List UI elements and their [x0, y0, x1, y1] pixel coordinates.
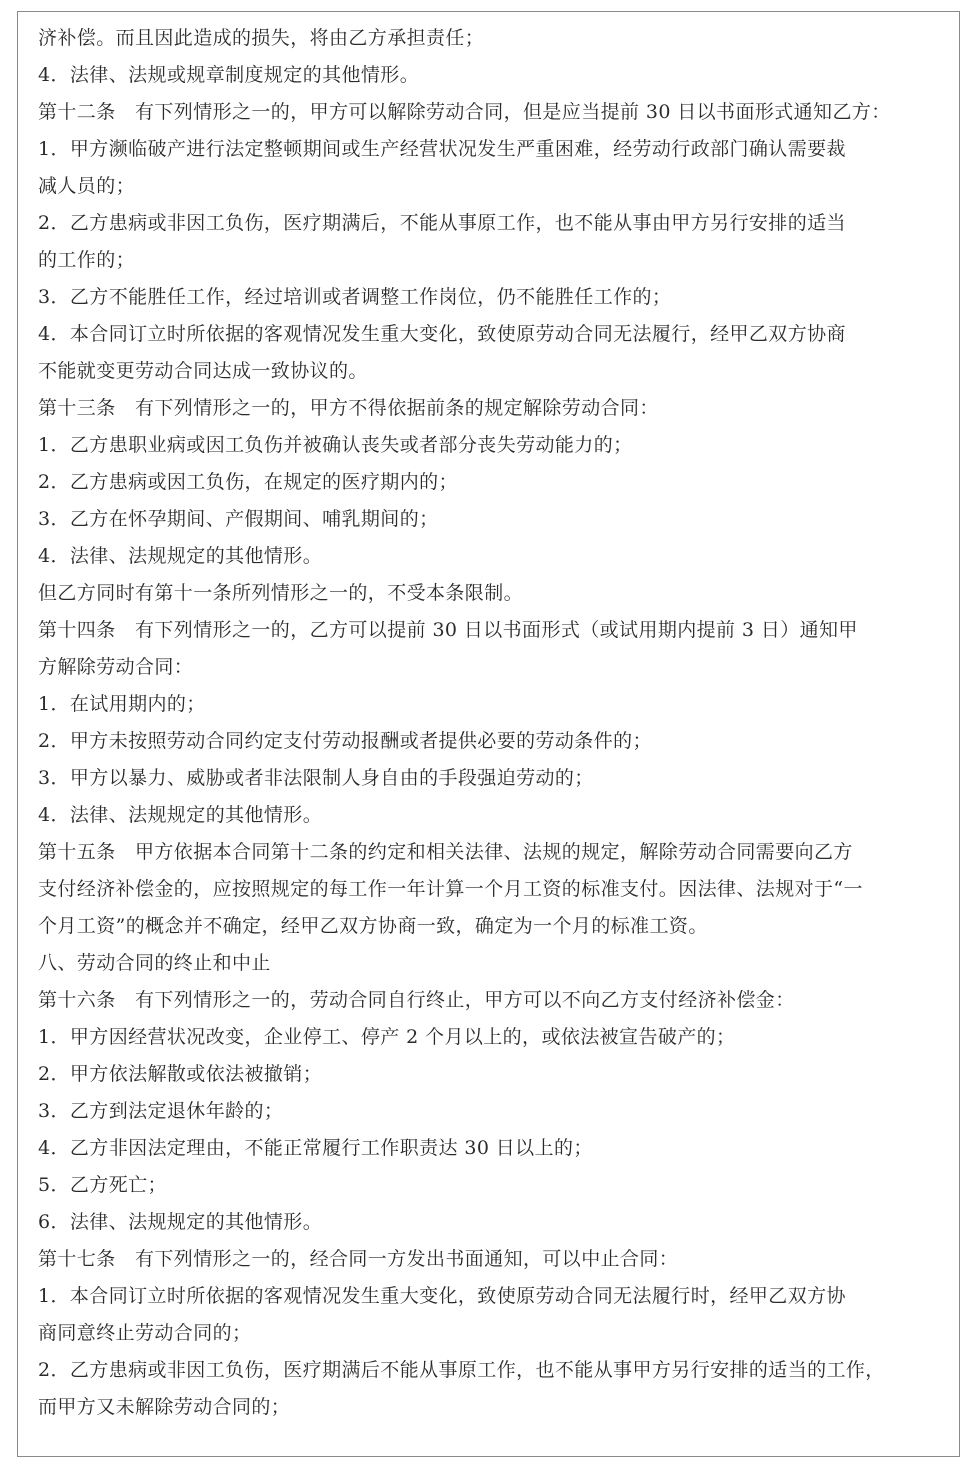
text-line: 济补偿。而且因此造成的损失，将由乙方承担责任；: [38, 27, 485, 49]
text-line: 不能就变更劳动合同达成一致协议的。: [38, 360, 368, 382]
text-line: 方解除劳动合同：: [38, 656, 194, 678]
text-line: 第十五条 甲方依据本合同第十二条的约定和相关法律、法规的规定，解除劳动合同需要向乙方: [38, 841, 853, 863]
text-line: 支付经济补偿金的，应按照规定的每工作一年计算一个月工资的标准支付。因法律、法规对于“一: [38, 878, 863, 900]
text-line: 1．乙方患职业病或因工负伤并被确认丧失或者部分丧失劳动能力的；: [38, 434, 633, 456]
text-line: 4．法律、法规或规章制度规定的其他情形。: [38, 64, 420, 86]
text-line: 2．甲方依法解散或依法被撤销；: [38, 1063, 323, 1085]
text-line: 3．乙方到法定退休年龄的；: [38, 1100, 284, 1122]
text-line: 2．乙方患病或非因工负伤，医疗期满后不能从事原工作，也不能从事甲方另行安排的适当的工作，: [38, 1359, 885, 1381]
text-line: 减人员的；: [38, 175, 136, 197]
text-line: 而甲方又未解除劳动合同的；: [38, 1396, 291, 1418]
text-line: 6．法律、法规规定的其他情形。: [38, 1211, 323, 1233]
text-line: 3．甲方以暴力、威胁或者非法限制人身自由的手段强迫劳动的；: [38, 767, 594, 789]
text-line: 第十四条 有下列情形之一的，乙方可以提前 30 日以书面形式（或试用期内提前 3 日）通知甲: [38, 619, 858, 641]
text-line: 1．本合同订立时所依据的客观情况发生重大变化，致使原劳动合同无法履行时，经甲乙双方协: [38, 1285, 846, 1307]
text-line: 4．法律、法规规定的其他情形。: [38, 804, 323, 826]
text-line: 1．甲方因经营状况改变，企业停工、停产 2 个月以上的，或依法被宣告破产的；: [38, 1026, 736, 1048]
text-line: 2．乙方患病或非因工负伤，医疗期满后，不能从事原工作，也不能从事由甲方另行安排的适当: [38, 212, 846, 234]
text-line: 1．在试用期内的；: [38, 693, 206, 715]
document-body: [38, 20, 950, 1426]
text-line: 3．乙方不能胜任工作，经过培训或者调整工作岗位，仍不能胜任工作的；: [38, 286, 672, 308]
text-line: 第十六条 有下列情形之一的，劳动合同自行终止，甲方可以不向乙方支付经济补偿金：: [38, 989, 795, 1011]
text-line: 1．甲方濒临破产进行法定整顿期间或生产经营状况发生严重困难，经劳动行政部门确认需要裁: [38, 138, 846, 160]
text-line: 2．乙方患病或因工负伤，在规定的医疗期内的；: [38, 471, 458, 493]
text-line: 5．乙方死亡；: [38, 1174, 167, 1196]
text-line: 2．甲方未按照劳动合同约定支付劳动报酬或者提供必要的劳动条件的；: [38, 730, 652, 752]
text-line: 个月工资”的概念并不确定，经甲乙双方协商一致，确定为一个月的标准工资。: [38, 915, 708, 937]
text-line: 的工作的；: [38, 249, 136, 271]
text-line: 第十二条 有下列情形之一的，甲方可以解除劳动合同，但是应当提前 30 日以书面形式通知乙方：: [38, 101, 891, 123]
text-line: 第十七条 有下列情形之一的，经合同一方发出书面通知，可以中止合同：: [38, 1248, 679, 1270]
text-line: 3．乙方在怀孕期间、产假期间、哺乳期间的；: [38, 508, 439, 530]
text-line: 第十三条 有下列情形之一的，甲方不得依据前条的规定解除劳动合同：: [38, 397, 659, 419]
text-line: 4．乙方非因法定理由，不能正常履行工作职责达 30 日以上的；: [38, 1137, 593, 1159]
text-line: 4．法律、法规规定的其他情形。: [38, 545, 323, 567]
text-line: 商同意终止劳动合同的；: [38, 1322, 252, 1344]
text-line: 4．本合同订立时所依据的客观情况发生重大变化，致使原劳动合同无法履行，经甲乙双方协商: [38, 323, 846, 345]
text-line: 八、劳动合同的终止和中止: [38, 952, 271, 974]
text-line: 但乙方同时有第十一条所列情形之一的，不受本条限制。: [38, 582, 524, 604]
